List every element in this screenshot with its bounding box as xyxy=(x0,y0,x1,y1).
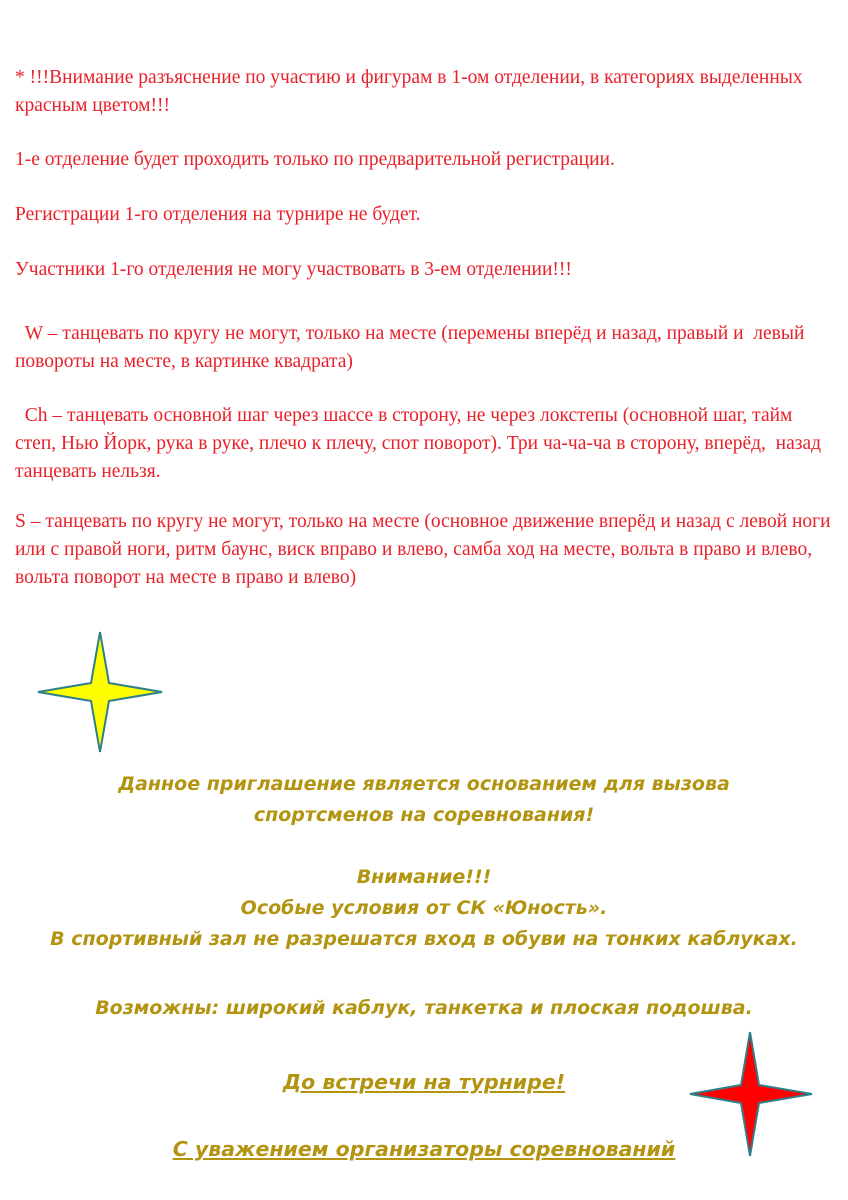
rule-samba: S – танцевать по кругу не могут, только на месте (основное движение вперёд и назад с левой ноги или с правой ноги, ритм баунс, виск вправо и влево, самба ход на месте, вольта в право и влево, вольта поворот на месте в право и влево) xyxy=(15,511,831,588)
special-conditions: Особые условия от СК «Юность». xyxy=(240,897,608,919)
invite-line-1: Данное приглашение является основанием для вызова xyxy=(118,773,730,795)
notice-no-onsite-registration: Регистрации 1-го отделения на турнире не будет. xyxy=(15,204,421,225)
invite-line-2: спортсменов на соревнования! xyxy=(253,804,595,826)
notice-attention: * !!!Внимание разъяснение по участию и фигурам в 1-ом отделении, в категориях выделенных красным цветом!!! xyxy=(15,67,803,116)
notice-registration: 1-е отделение будет проходить только по предварительной регистрации. xyxy=(15,149,615,170)
rule-waltz: W – танцевать по кругу не могут, только на месте (перемены вперёд и назад, правый и левый повороты на месте, в картинке квадрата) xyxy=(15,323,810,372)
four-point-star-yellow-icon xyxy=(36,630,164,754)
heels-restriction: В спортивный зал не разрешатся вход в обуви на тонких каблуках. xyxy=(50,928,798,950)
regards-line: С уважением организаторы соревнований xyxy=(172,1137,676,1161)
notice-section-restriction: Участники 1-го отделения не могу участвовать в 3-ем отделении!!! xyxy=(15,259,572,280)
see-you-line: До встречи на турнире! xyxy=(282,1070,566,1094)
attention-heading: Внимание!!! xyxy=(356,866,492,888)
allowed-footwear: Возможны: широкий каблук, танкетка и плоская подошва. xyxy=(95,997,753,1019)
rule-chacha: Ch – танцевать основной шаг через шассе в сторону, не через локстепы (основной шаг, тайм степ, Нью Йорк, рука в руке, плечо к плечу, спот поворот). Три ча-ча-ча в сторону, вперёд, назад танцевать нельзя. xyxy=(15,405,826,482)
four-point-star-red-icon xyxy=(688,1030,816,1158)
